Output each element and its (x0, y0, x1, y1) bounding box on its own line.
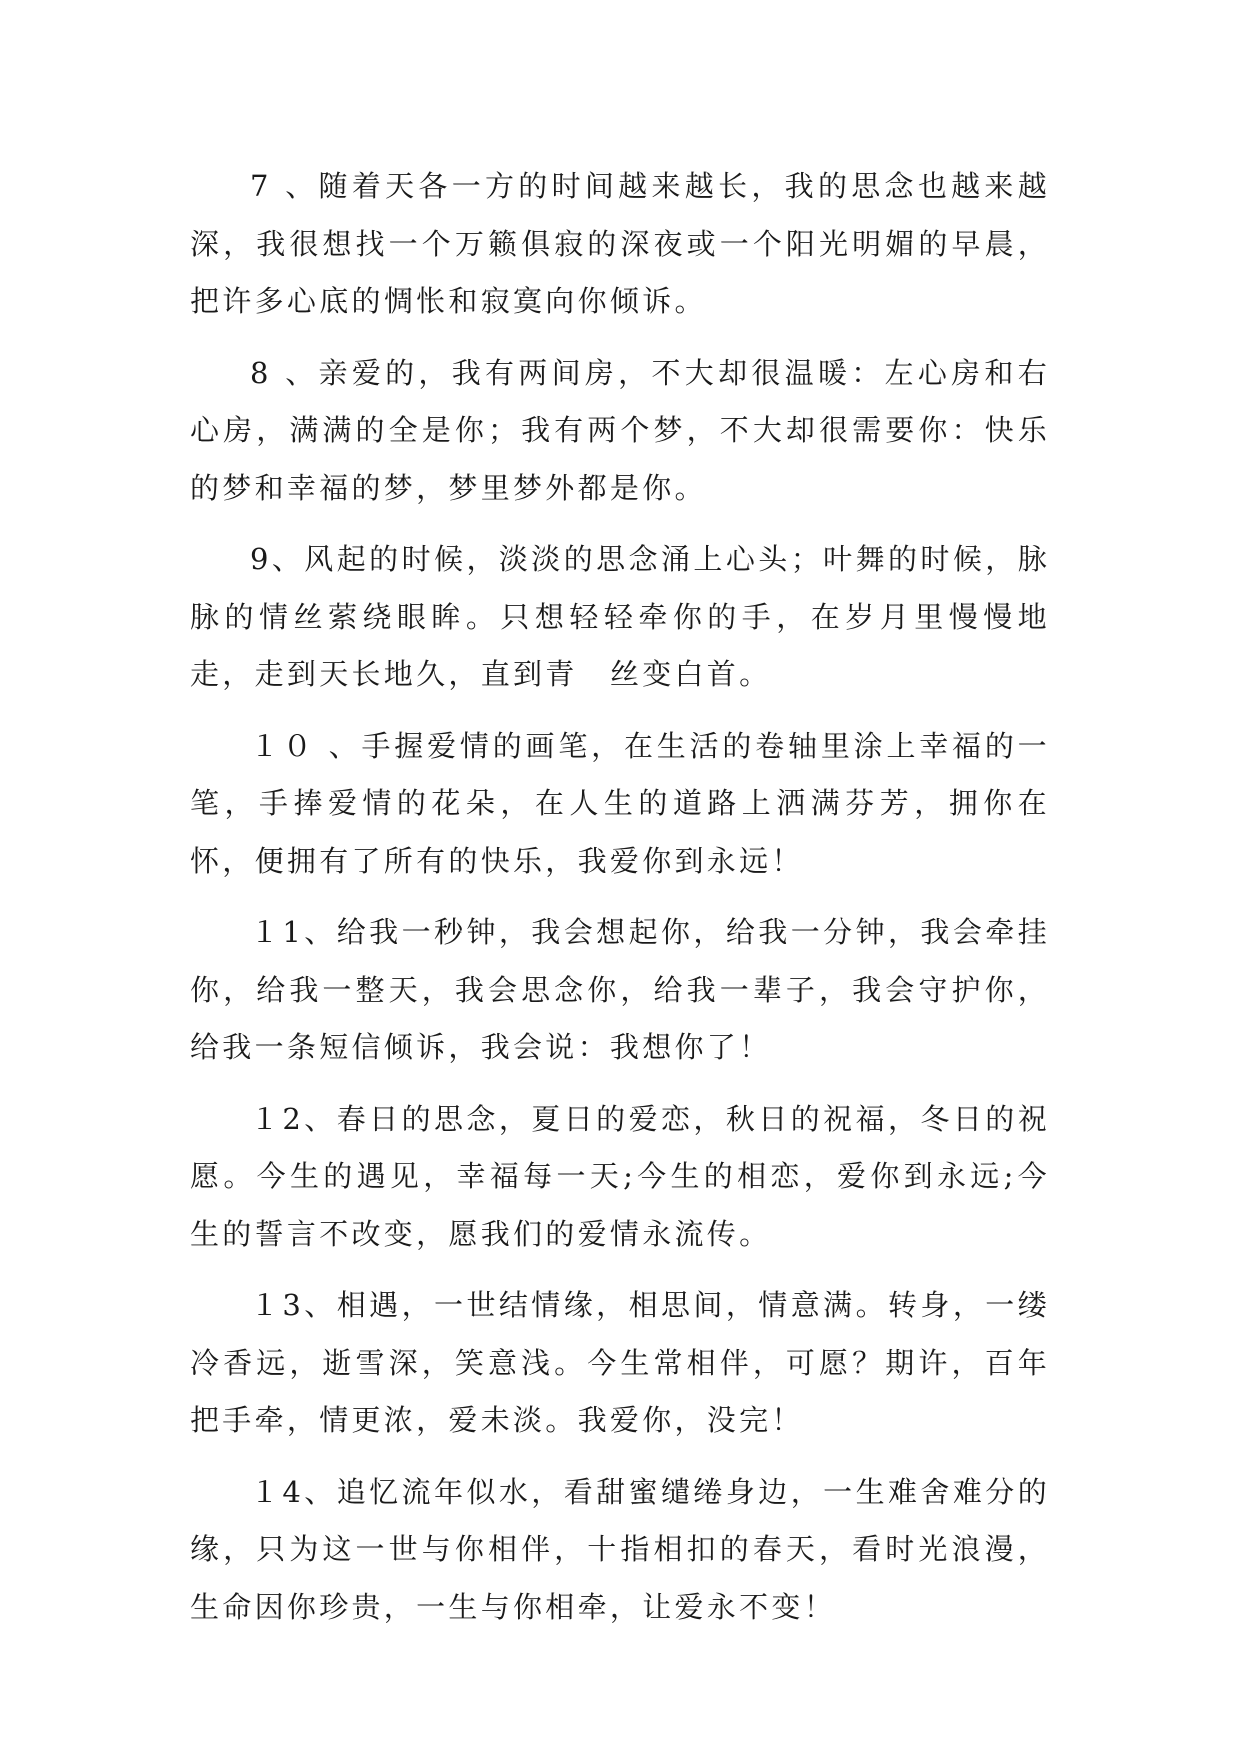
paragraph-11: １1、给我一秒钟，我会想起你，给我一分钟，我会牵挂你，给我一整天，我会思念你，给我一辈子，我会守护你，给我一条短信倾诉，我会说：我想你了！ (190, 915, 1050, 1064)
paragraph-14: １4、追忆流年似水，看甜蜜缱绻身边，一生难舍难分的缘，只为这一世与你相伴，十指相扣的春天，看时光浪漫，生命因你珍贵，一生与你相牵，让爱永不变！ (190, 1474, 1050, 1624)
paragraph-9: 9、风起的时候，淡淡的思念涌上心头；叶舞的时候，脉脉的情丝萦绕眼眸。只想轻轻牵你的手，在岁月里慢慢地走，走到天长地久，直到青 丝变白首。 (190, 542, 1050, 691)
paragraph-13: １3、相遇，一世结情缘，相思间，情意满。转身，一缕冷香远，逝雪深，笑意浅。今生常相伴，可愿？期许，百年把手牵，情更浓，爱未淡。我爱你，没完！ (190, 1288, 1050, 1437)
paragraph-7: 7 、随着天各一方的时间越来越长，我的思念也越来越深，我很想找一个万籁俱寂的深夜或一个阳光明媚的早晨，把许多心底的惆怅和寂寞向你倾诉。 (190, 169, 1050, 318)
paragraph-8: 8 、亲爱的，我有两间房，不大却很温暖：左心房和右心房，满满的全是你；我有两个梦，不大却很需要你：快乐的梦和幸福的梦，梦里梦外都是你。 (190, 355, 1050, 505)
paragraph-12: １2、春日的思念，夏日的爱恋，秋日的祝福，冬日的祝愿。今生的遇见，幸福每一天;今生的相恋，爱你到永远;今生的誓言不改变，愿我们的爱情永流传。 (190, 1101, 1050, 1251)
paragraph-10: １０ 、手握爱情的画笔，在生活的卷轴里涂上幸福的一笔，手捧爱情的花朵，在人生的道路上洒满芬芳，拥你在怀，便拥有了所有的快乐，我爱你到永远！ (190, 728, 1050, 878)
document-body (190, 158, 1050, 1650)
